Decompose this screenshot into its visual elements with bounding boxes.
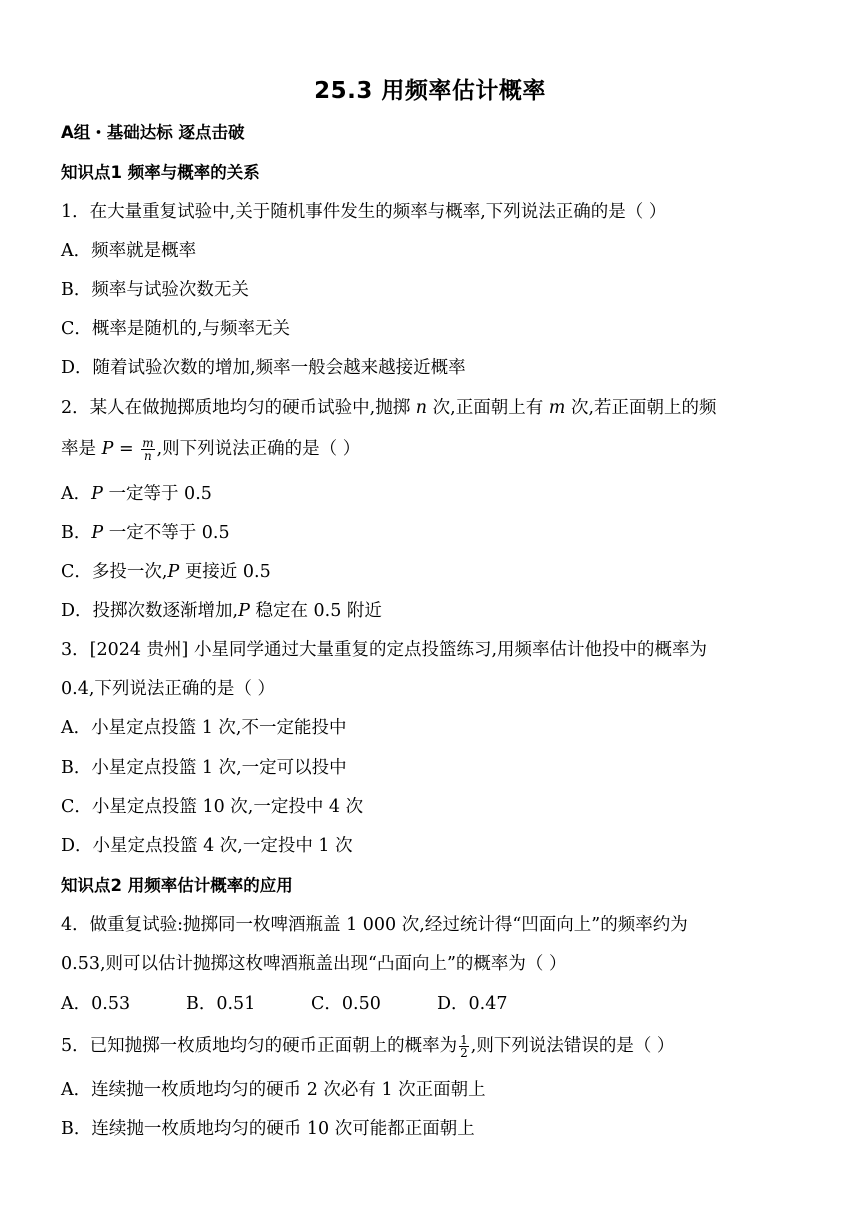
question-1-option-b: B．频率与试验次数无关 xyxy=(61,280,249,300)
q2-line2-part-b: ,则下列说法正确的是（ ） xyxy=(156,439,361,459)
question-3-option-c: C．小星定点投篮 10 次,一定投中 4 次 xyxy=(61,797,364,817)
q5-fraction-numerator: 1 xyxy=(460,1033,468,1047)
question-2-stem-line2 xyxy=(61,437,360,462)
question-1-stem: 1．在大量重复试验中,关于随机事件发生的频率与概率,下列说法正确的是（ ） xyxy=(61,202,667,222)
q5-fraction xyxy=(459,1034,469,1059)
q2-fraction xyxy=(141,437,154,462)
question-3-option-a: A．小星定点投篮 1 次,不一定能投中 xyxy=(61,718,347,738)
page-title: 25.3 用频率估计概率 xyxy=(314,78,546,104)
question-3-option-b: B．小星定点投篮 1 次,一定可以投中 xyxy=(61,758,347,778)
q2-c-label: C．多投一次, xyxy=(61,562,168,582)
question-4-option-b: B．0.51 xyxy=(186,994,256,1014)
q2-stem-part-a: 2．某人在做抛掷质地均匀的硬币试验中,抛掷 xyxy=(61,398,411,418)
q2-d-label: D．投掷次数逐渐增加, xyxy=(61,601,239,621)
question-4-stem-line2: 0.53,则可以估计抛掷这枚啤酒瓶盖出现“凸面向上”的概率为（ ） xyxy=(61,954,567,974)
q2-equals: = xyxy=(118,439,134,459)
q2-b-label: B． xyxy=(61,523,92,543)
question-1-option-d: D．随着试验次数的增加,频率一般会越来越接近概率 xyxy=(61,358,466,378)
knowledge-point-2-heading: 知识点2 用频率估计概率的应用 xyxy=(61,876,293,895)
q2-stem-part-c: 次,若正面朝上的频 xyxy=(570,398,717,418)
question-2-option-a xyxy=(61,483,212,505)
q2-var-n: n xyxy=(415,398,428,418)
knowledge-point-1-heading: 知识点1 频率与概率的关系 xyxy=(61,163,260,182)
question-2-stem-line1 xyxy=(61,397,717,419)
q2-fraction-denominator: n xyxy=(144,449,152,463)
q2-fraction-numerator: m xyxy=(142,436,154,450)
q2-b-var-p: P xyxy=(91,523,104,543)
q2-line2-part-a: 率是 xyxy=(61,439,96,459)
question-1-option-c: C．概率是随机的,与频率无关 xyxy=(61,319,290,339)
q2-c-text: 更接近 0.5 xyxy=(184,562,271,582)
q2-b-text: 一定不等于 0.5 xyxy=(108,523,230,543)
question-4-option-d: D．0.47 xyxy=(437,994,508,1014)
group-heading: A组・基础达标 逐点击破 xyxy=(61,123,245,142)
question-4-options xyxy=(61,993,508,1015)
q2-a-var-p: P xyxy=(91,484,103,504)
q2-d-var-p: P xyxy=(238,601,250,621)
q5-stem-part-b: ,则下列说法错误的是（ ） xyxy=(470,1036,675,1056)
q2-stem-part-b: 次,正面朝上有 xyxy=(432,398,544,418)
question-2-option-d xyxy=(61,600,382,622)
question-3-stem-line2: 0.4,下列说法正确的是（ ） xyxy=(61,679,275,699)
q2-d-text: 稳定在 0.5 附近 xyxy=(255,601,382,621)
q5-stem-part-a: 5．已知抛掷一枚质地均匀的硬币正面朝上的概率为 xyxy=(61,1036,458,1056)
q2-a-label: A． xyxy=(61,484,92,504)
question-1-option-a: A．频率就是概率 xyxy=(61,241,197,261)
question-4-stem-line1: 4．做重复试验:抛掷同一枚啤酒瓶盖 1 000 次,经过统计得“凹面向上”的频率约为 xyxy=(61,915,688,935)
q2-a-text: 一定等于 0.5 xyxy=(108,484,212,504)
q2-var-p: P xyxy=(101,439,114,459)
question-4-option-c: C．0.50 xyxy=(311,994,381,1014)
q2-c-var-p: P xyxy=(167,562,180,582)
q2-var-m: m xyxy=(548,398,566,418)
q5-fraction-denominator: 2 xyxy=(460,1046,468,1060)
question-5-option-a: A．连续抛一枚质地均匀的硬币 2 次必有 1 次正面朝上 xyxy=(61,1080,486,1100)
question-2-option-b xyxy=(61,522,230,544)
question-2-option-c xyxy=(61,561,271,583)
question-4-option-a: A．0.53 xyxy=(61,994,131,1014)
question-5-stem xyxy=(61,1034,674,1059)
question-3-option-d: D．小星定点投篮 4 次,一定投中 1 次 xyxy=(61,836,353,856)
question-5-option-b: B．连续抛一枚质地均匀的硬币 10 次可能都正面朝上 xyxy=(61,1119,475,1139)
question-3-stem-line1: 3．[2024 贵州] 小星同学通过大量重复的定点投篮练习,用频率估计他投中的概率为 xyxy=(61,640,708,660)
